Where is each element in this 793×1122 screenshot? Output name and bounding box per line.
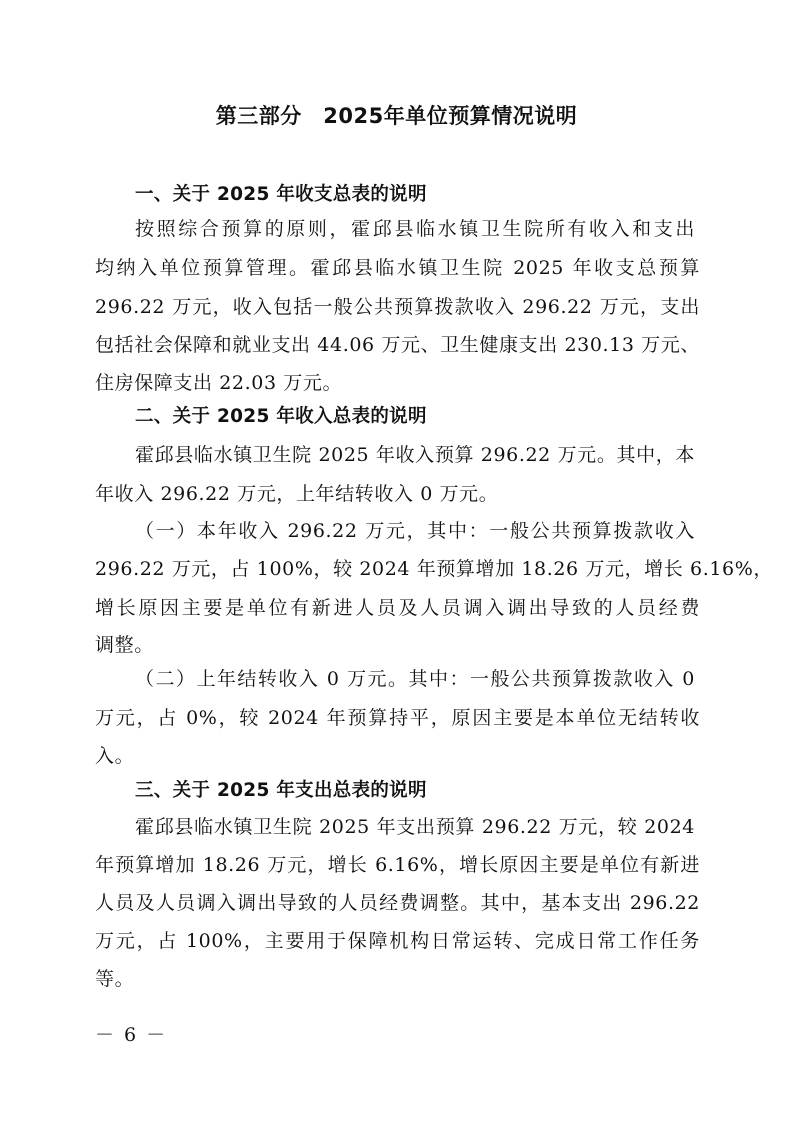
section-heading-1: 一、关于 2025 年收支总表的说明 (135, 184, 427, 205)
paragraph-line: 住房保障支出 22.03 万元。 (95, 372, 343, 394)
section-heading-3: 三、关于 2025 年支出总表的说明 (135, 780, 427, 801)
paragraph-line: 年收入 296.22 万元，上年结转收入 0 万元。 (95, 483, 499, 505)
paragraph-line: （二）上年结转收入 0 万元。其中：一般公共预算拨款收入 0 (135, 668, 695, 690)
paragraph-line: 等。 (95, 968, 135, 990)
page-number: － 6 － (95, 1024, 168, 1046)
paragraph-line: 按照综合预算的原则，霍邱县临水镇卫生院所有收入和支出 (135, 218, 695, 240)
paragraph-line: 万元，占 100%，主要用于保障机构日常运转、完成日常工作任务 (95, 930, 700, 952)
section-heading-2: 二、关于 2025 年收入总表的说明 (135, 406, 427, 427)
paragraph-line: 296.22 万元，占 100%，较 2024 年预算增加 18.26 万元，增长 6.16%， (95, 558, 773, 580)
paragraph-line: 入。 (95, 745, 135, 767)
page-title: 第三部分 2025年单位预算情况说明 (215, 104, 578, 128)
paragraph-line: 增长原因主要是单位有新进人员及人员调入调出导致的人员经费 (95, 597, 700, 619)
paragraph-line: 均纳入单位预算管理。霍邱县临水镇卫生院 2025 年收支总预算 (95, 257, 700, 279)
paragraph-line: 霍邱县临水镇卫生院 2025 年支出预算 296.22 万元，较 2024 (135, 816, 695, 838)
paragraph-line: 霍邱县临水镇卫生院 2025 年收入预算 296.22 万元。其中，本 (135, 444, 695, 466)
paragraph-line: 296.22 万元，收入包括一般公共预算拨款收入 296.22 万元，支出 (95, 296, 700, 318)
paragraph-line: 万元，占 0%，较 2024 年预算持平，原因主要是本单位无结转收 (95, 707, 700, 729)
paragraph-line: 人员及人员调入调出导致的人员经费调整。其中，基本支出 296.22 (95, 892, 700, 914)
paragraph-line: 年预算增加 18.26 万元，增长 6.16%，增长原因主要是单位有新进 (95, 854, 700, 876)
paragraph-line: （一）本年收入 296.22 万元，其中：一般公共预算拨款收入 (135, 520, 695, 542)
paragraph-line: 包括社会保障和就业支出 44.06 万元、卫生健康支出 230.13 万元、 (95, 334, 700, 356)
paragraph-line: 调整。 (95, 634, 154, 656)
